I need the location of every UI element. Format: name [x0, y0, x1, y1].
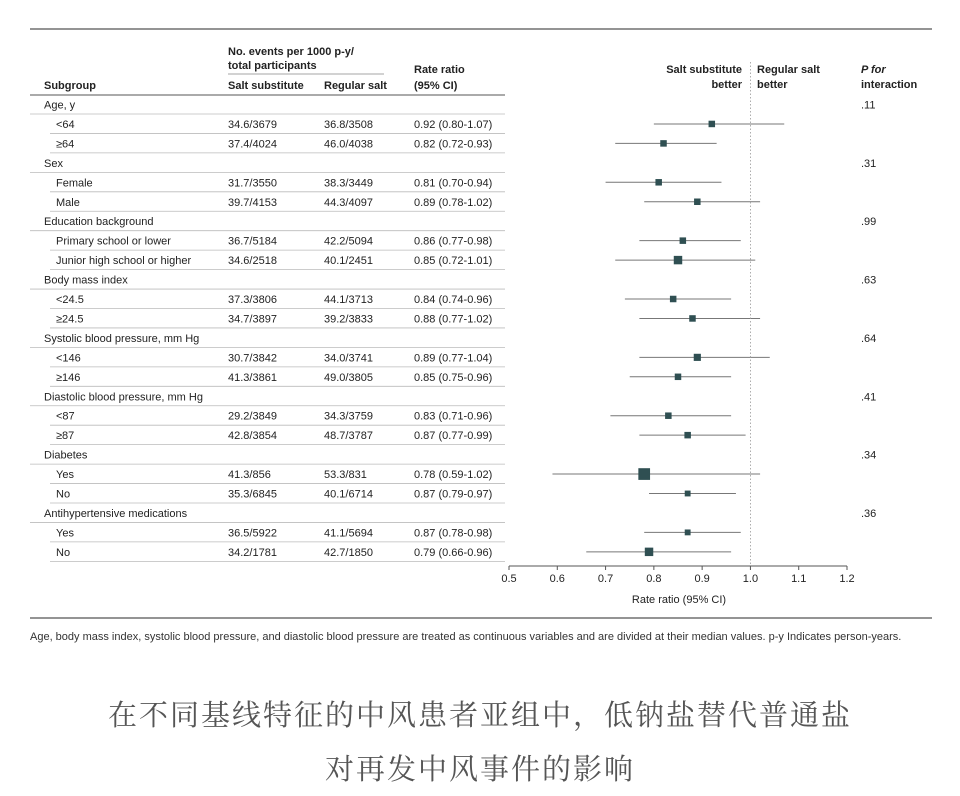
row-label: ≥87	[56, 430, 75, 443]
point-estimate	[660, 140, 667, 147]
point-estimate	[709, 121, 716, 128]
subgroup-1	[30, 158, 876, 173]
header-events-line1: No. events per 1000 p-y/	[228, 46, 354, 58]
regular-salt-value: 44.3/4097	[324, 196, 373, 209]
row-label: Primary school or lower	[56, 235, 171, 248]
table-row	[50, 119, 505, 134]
rate-ratio-ci: 0.83 (0.71-0.96)	[414, 410, 493, 423]
salt-substitute-value: 36.5/5922	[228, 527, 277, 540]
subgroup-name: Body mass index	[44, 274, 128, 287]
x-tick-label: 1.0	[742, 573, 759, 585]
table-row	[50, 236, 505, 251]
salt-substitute-value: 41.3/3861	[228, 371, 277, 384]
regular-salt-value: 41.1/5694	[324, 527, 373, 540]
rate-ratio-ci: 0.85 (0.75-0.96)	[414, 371, 493, 384]
row-label: ≥64	[56, 138, 75, 151]
point-estimate	[689, 315, 696, 322]
point-estimate	[684, 432, 691, 439]
subgroup-5	[30, 391, 876, 406]
rate-ratio-ci: 0.81 (0.70-0.94)	[414, 177, 493, 190]
regular-salt-value: 42.7/1850	[324, 546, 373, 559]
x-tick-label: 1.2	[839, 573, 855, 585]
point-estimate	[685, 529, 691, 535]
table-row	[50, 489, 505, 504]
salt-substitute-value: 41.3/856	[228, 469, 271, 482]
regular-salt-value: 49.0/3805	[324, 371, 373, 384]
row-label: <146	[56, 352, 81, 365]
subgroup-name: Diastolic blood pressure, mm Hg	[44, 391, 203, 404]
row-label: <87	[56, 410, 75, 423]
point-estimate	[680, 237, 687, 244]
table-rows-layer	[30, 100, 876, 562]
regular-salt-value: 34.0/3741	[324, 352, 373, 365]
x-tick-label: 0.6	[549, 573, 565, 585]
row-label: Yes	[56, 527, 74, 540]
point-estimate	[665, 412, 672, 419]
header-rate-ratio-line2: (95% CI)	[414, 80, 458, 92]
p-interaction: .41	[861, 391, 877, 404]
salt-substitute-value: 31.7/3550	[228, 177, 277, 190]
salt-substitute-value: 29.2/3849	[228, 410, 277, 423]
rate-ratio-ci: 0.84 (0.74-0.96)	[414, 294, 493, 306]
regular-salt-value: 39.2/3833	[324, 313, 373, 326]
p-interaction: .11	[861, 99, 876, 112]
row-label: Yes	[56, 469, 74, 482]
salt-substitute-value: 34.2/1781	[228, 546, 277, 559]
header-favors-right-line1: Regular salt	[757, 64, 820, 76]
salt-substitute-value: 37.4/4024	[228, 138, 277, 151]
point-estimate	[685, 491, 691, 497]
table-row	[50, 527, 505, 542]
p-interaction: .36	[861, 507, 877, 520]
header-salt-substitute: Salt substitute	[228, 80, 304, 92]
rate-ratio-ci: 0.79 (0.66-0.96)	[414, 546, 493, 559]
table-row	[50, 197, 505, 212]
header-favors-left-line1: Salt substitute	[666, 64, 742, 76]
row-label: Female	[56, 177, 93, 190]
table-row	[50, 469, 505, 484]
x-axis-label: Rate ratio (95% CI)	[631, 594, 727, 606]
x-tick-label: 0.5	[501, 573, 517, 585]
regular-salt-value: 46.0/4038	[324, 138, 373, 151]
row-label: Junior high school or higher	[56, 255, 192, 268]
salt-substitute-value: 34.6/3679	[228, 118, 277, 131]
table-row	[50, 255, 505, 270]
table-row	[50, 372, 505, 387]
regular-salt-value: 40.1/2451	[324, 255, 373, 268]
point-estimate	[674, 256, 682, 264]
subgroup-7	[30, 508, 876, 523]
x-tick-label: 0.9	[694, 573, 710, 585]
row-label: ≥146	[56, 371, 81, 384]
header-subgroup: Subgroup	[44, 80, 96, 92]
table-row	[50, 547, 505, 562]
regular-salt-value: 53.3/831	[324, 469, 367, 482]
table-row	[50, 177, 505, 192]
subgroup-4	[30, 333, 876, 348]
header-regular-salt: Regular salt	[324, 80, 387, 92]
point-estimate	[694, 354, 701, 361]
salt-substitute-value: 37.3/3806	[228, 294, 277, 306]
header-rate-ratio-line1: Rate ratio	[414, 64, 465, 76]
table-row	[50, 411, 505, 426]
salt-substitute-value: 42.8/3854	[228, 430, 277, 443]
plot-layer	[501, 62, 854, 606]
row-label: ≥24.5	[56, 313, 84, 326]
rate-ratio-ci: 0.78 (0.59-1.02)	[414, 469, 493, 482]
table-row	[50, 430, 505, 445]
point-estimate	[670, 296, 677, 303]
rate-ratio-ci: 0.82 (0.72-0.93)	[414, 138, 493, 151]
regular-salt-value: 42.2/5094	[324, 235, 373, 248]
salt-substitute-value: 34.6/2518	[228, 255, 277, 268]
p-interaction: .31	[861, 157, 877, 170]
regular-salt-value: 34.3/3759	[324, 410, 373, 423]
regular-salt-value: 38.3/3449	[324, 177, 373, 190]
subgroup-name: Diabetes	[44, 449, 88, 462]
point-estimate	[638, 468, 650, 480]
rate-ratio-ci: 0.87 (0.78-0.98)	[414, 527, 493, 540]
subgroup-0	[30, 100, 875, 115]
point-estimate	[645, 548, 653, 556]
p-interaction: .63	[861, 274, 877, 287]
x-tick-label: 0.7	[597, 573, 614, 585]
subgroup-name: Antihypertensive medications	[44, 507, 188, 520]
subgroup-name: Age, y	[44, 99, 76, 112]
header-p-line1: P for	[861, 64, 886, 76]
caption-line-2: 对再发中风事件的影响	[324, 752, 635, 786]
salt-substitute-value: 34.7/3897	[228, 313, 277, 326]
p-interaction: .64	[861, 332, 877, 345]
table-row	[50, 294, 505, 309]
header-events-line2: total participants	[228, 60, 317, 72]
row-label: <24.5	[56, 294, 84, 306]
p-interaction: .99	[861, 216, 877, 229]
header-favors-right-line2: better	[757, 79, 788, 91]
table-row	[50, 352, 505, 367]
point-estimate	[655, 179, 662, 186]
regular-salt-value: 44.1/3713	[324, 294, 373, 306]
x-tick-label: 0.8	[646, 573, 662, 585]
subgroup-2	[30, 216, 876, 231]
subgroup-3	[30, 275, 876, 290]
table-row	[50, 313, 505, 328]
point-estimate	[675, 374, 682, 381]
salt-substitute-value: 36.7/5184	[228, 235, 277, 248]
row-label: No	[56, 488, 71, 501]
footnote: Age, body mass index, systolic blood pressure, and diastolic blood pressure are treated as continuous variables and are divided at their median values. p-y Indicates person-years.	[30, 631, 902, 643]
rate-ratio-ci: 0.87 (0.79-0.97)	[414, 488, 493, 501]
row-label: No	[56, 546, 71, 559]
table-row	[50, 138, 505, 153]
subgroup-name: Systolic blood pressure, mm Hg	[44, 332, 200, 345]
point-estimate	[694, 199, 701, 206]
row-label: <64	[56, 118, 75, 131]
header-favors-left-line2: better	[711, 79, 742, 91]
subgroup-name: Education background	[44, 216, 154, 229]
salt-substitute-value: 35.3/6845	[228, 488, 277, 501]
salt-substitute-value: 39.7/4153	[228, 196, 277, 209]
regular-salt-value: 40.1/6714	[324, 488, 373, 501]
subgroup-name: Sex	[44, 157, 63, 170]
rate-ratio-ci: 0.92 (0.80-1.07)	[414, 118, 493, 131]
header-p-line2: interaction	[861, 79, 918, 91]
rate-ratio-ci: 0.85 (0.72-1.01)	[414, 255, 493, 268]
x-tick-label: 1.1	[791, 573, 807, 585]
p-interaction: .34	[861, 449, 877, 462]
rate-ratio-ci: 0.89 (0.78-1.02)	[414, 196, 493, 209]
salt-substitute-value: 30.7/3842	[228, 352, 277, 365]
rate-ratio-ci: 0.88 (0.77-1.02)	[414, 313, 493, 326]
rate-ratio-ci: 0.89 (0.77-1.04)	[414, 352, 493, 365]
rate-ratio-ci: 0.87 (0.77-0.99)	[414, 430, 493, 443]
regular-salt-value: 36.8/3508	[324, 118, 373, 131]
row-label: Male	[56, 196, 80, 209]
subgroup-6	[30, 450, 876, 465]
caption-line-1: 在不同基线特征的中风患者亚组中，低钠盐替代普通盐	[107, 698, 852, 732]
rate-ratio-ci: 0.86 (0.77-0.98)	[414, 235, 493, 248]
regular-salt-value: 48.7/3787	[324, 430, 373, 443]
